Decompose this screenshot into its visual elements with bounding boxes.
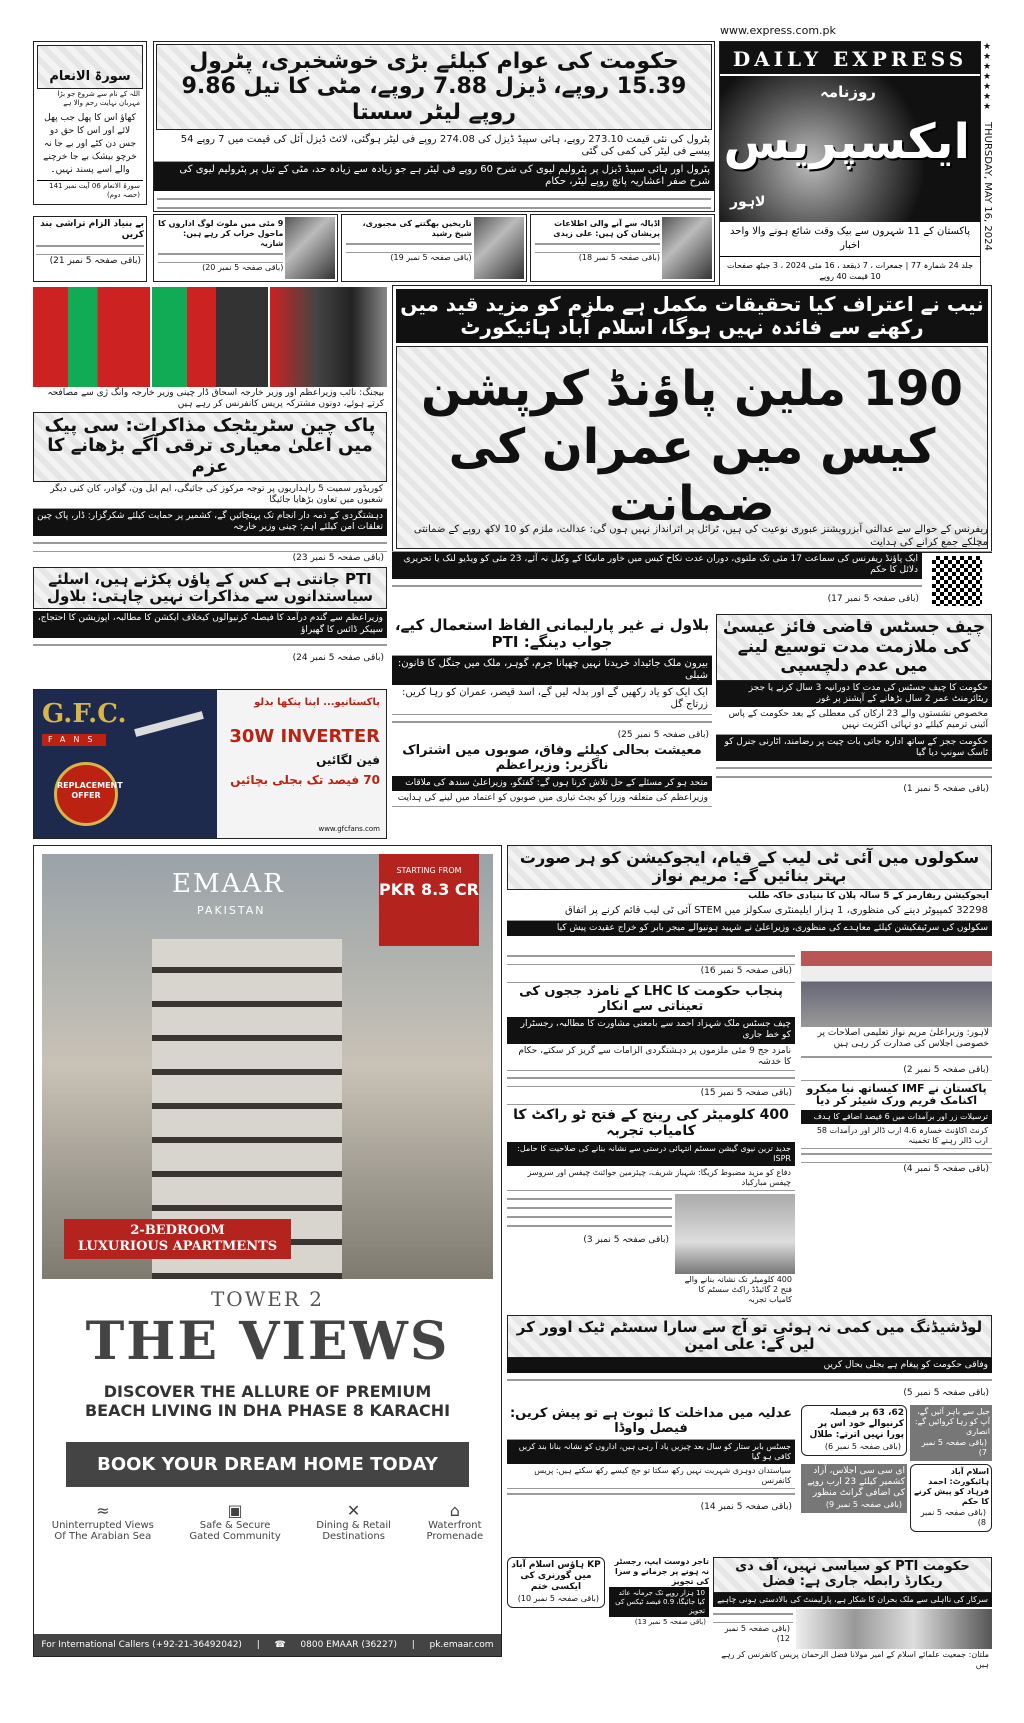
price-tag-value: PKR 8.3 CR <box>379 880 479 899</box>
economy-subhead: وزیراعظم کی متعلقہ وزرا کو بجٹ تیاری میں صوبوں کو اعتماد میں لینے کی ہدایت <box>392 791 712 807</box>
continued-ref: (باقی صفحہ 5 نمبر 19) <box>390 253 472 262</box>
continued-ref: (باقی صفحہ 5 نمبر 16) <box>700 966 792 976</box>
cj-bar: حکومت کا چیف جسٹس کی مدت کا دورانیہ 3 سال کرنے یا ججز ریٹائرمنٹ عمر 2 سال بڑھانے کے آپشنز پر غور <box>716 681 992 708</box>
feature-label: Safe & Secure <box>199 1520 271 1531</box>
continued-ref: (باقی صفحہ 5 نمبر 5) <box>903 1387 989 1398</box>
emaar-footer: For International Callers (+92-21-36492042) | ☎ 0800 EMAAR (36227) | pk.emaar.com <box>34 1634 501 1656</box>
continued-ref: (باقی صفحہ 5 نمبر 13) <box>634 1618 706 1627</box>
gfc-fans-label: FANS <box>42 734 106 746</box>
gfc-line2: 30W INVERTER <box>229 726 380 747</box>
verse-text: کھاؤ اس کا پھل جب پھل لائے اور اس کا حق دو جس دن کٹے اور بے جا نہ خرچو بیشک بے جا خرچنے والے اسے پسند نہیں۔ <box>43 113 137 175</box>
imf-story <box>801 1080 992 1177</box>
continued-ref: (باقی صفحہ 5 نمبر 18) <box>578 253 660 262</box>
imf-bar: ترسیلات زر اور برآمدات میں 6 فیصد اضافے کا ہدف <box>801 1110 992 1124</box>
photo-brief-headline: اڈیالہ سے آنے والی اطلاعات پریشان کن ہیں: علی زیدی <box>553 219 660 238</box>
judiciary-headline: عدلیہ میں مداخلت کا ثبوت ہے تو پیش کریں: فیصل واوڈا <box>507 1405 795 1440</box>
phone-icon: ☎ <box>274 1640 286 1650</box>
traders-bar: 10 ہزار روپے تک جرمانہ عائد کیا جائیگا، 0.9 فیصد ٹیکس کی تجویز <box>609 1587 709 1617</box>
loadshedding-bar: وفاقی حکومت کو پیغام ہے بجلی بحال کریں <box>507 1358 992 1373</box>
dining-icon: ✕ <box>346 1501 361 1520</box>
brief-item <box>801 1405 907 1456</box>
photo-brief-headline: 9 مئی میں ملوث لوگ اداروں کا ماحول خراب کر رہے ہیں: شازیہ <box>158 219 284 248</box>
main-kicker: نیب نے اعتراف کیا تحقیقات مکمل ہے ملزم کو مزید قید میں رکھنے سے فائدہ نہیں ہوگا، اسلام آباد ہائیکورٹ <box>396 289 988 343</box>
masthead-tagline: پاکستان کے 11 شہروں سے بیک وقت شائع ہونے والا واحد اخبار <box>720 222 980 257</box>
left-brief <box>33 216 147 282</box>
portrait-photo <box>662 217 712 279</box>
continued-ref: (باقی صفحہ 5 نمبر 7) <box>921 1438 987 1457</box>
petrol-subhead: پٹرول کی نئی قیمت 273.10 روپے، ہائی سپیڈ ڈیزل کی 274.08 روپے فی لیٹر ہوگئی، لائٹ ڈیزل آئل کی قیمت میں 7 روپے 54 پیسے فی لیٹر کی کمی کی گئی <box>154 132 714 162</box>
petrol-bar: پٹرول اور ہائی سپیڈ ڈیزل پر پٹرولیم لیوی کی شرح 60 روپے فی لیٹر ہے جو زیادہ سے زیادہ حد، مٹی کے تیل پر پٹرولیم لیوی کی شرح صفر اعشاریہ پانچ روپے لیٹر، حکام <box>154 162 714 191</box>
photo-caption: 400 کلومیٹر تک نشانہ بنانے والے فتح 2 گائیڈڈ راکٹ سسٹم کا کامیاب تجربہ <box>684 1274 792 1304</box>
continued-ref: (باقی صفحہ 5 نمبر 10) <box>517 1594 599 1603</box>
project-title: THE VIEWS <box>85 1311 450 1372</box>
school-subhead: 32298 کمپیوٹر دینے کی منظوری، 1 ہزار ایلیمنٹری سکولز میں STEM آئی ٹی لیب قائم کرنے پر اتفاق <box>507 903 992 921</box>
photo-brief <box>153 214 338 282</box>
price-tag <box>379 854 479 946</box>
cj-headline: چیف جسٹس قاضی فائز عیسیٰ کی ملازمت مدت توسیع لینے میں عدم دلچسپی <box>716 614 992 681</box>
lhc-story <box>507 982 795 1100</box>
replacement-offer-badge: REPLACEMENT OFFER <box>54 762 118 826</box>
desc-line2: BEACH LIVING IN DHA PHASE 8 KARACHI <box>84 1401 451 1420</box>
continued-ref: (باقی صفحہ 5 نمبر 23) <box>292 552 384 563</box>
brief-headline: ای سی سی اجلاس، آزاد کشمیر کیلئے 23 ارب روپے کی اضافی گرانٹ منظور <box>807 1466 905 1498</box>
continued-ref: (باقی صفحہ 5 نمبر 24) <box>292 652 384 663</box>
feature-label: Waterfront <box>428 1520 482 1531</box>
continued-ref: (باقی صفحہ 5 نمبر 9) <box>825 1500 902 1509</box>
qr-code[interactable] <box>932 556 982 606</box>
lhc-bar: چیف جسٹس ملک شہزاد احمد سے بامعنی مشاورت کا مطالبہ، رجسٹرار کو خط جاری <box>507 1017 795 1044</box>
feature-item <box>189 1501 280 1542</box>
continued-ref: (باقی صفحہ 5 نمبر 4) <box>903 1164 989 1175</box>
economy-bar: متحد ہو کر مسئلے کے حل تلاش کرنا ہوں گے: گفتگو، وزیراعلیٰ سندھ کی ملاقات <box>392 776 712 791</box>
feature-label: Dining & Retail <box>316 1520 391 1531</box>
judiciary-bar: جسٹس بابر ستار کو سال بعد چیزیں یاد آ رہی ہیں، اداروں کو نشانہ بنانا بند کریں کافی ہو گیا <box>507 1440 795 1464</box>
continued-ref: (باقی صفحہ 5 نمبر 12) <box>724 1623 790 1643</box>
portrait-photo <box>474 217 524 279</box>
verse-ref: سورۃ الانعام 06 آیت نمبر 141 (حصہ دوم) <box>37 180 143 201</box>
news-photo <box>152 287 269 387</box>
photo-caption: ملتان: جمعیت علمائے اسلام کے امیر مولانا فضل الرحمان پریس کانفرنس کر رہے ہیں <box>721 1649 989 1669</box>
pak-china-subhead: کوریڈور سمیت 5 راہداریوں پر توجہ مرکوز کی جائیگی، ایم ایل ون، گوادر، کان کنی دیگر شعبوں میں تعاون بڑھایا جائیگا <box>33 482 387 510</box>
loadshedding-headline: لوڈشیڈنگ میں کمی نہ ہوئی تو آج سے سارا سسٹم ٹیک اوور کر لیں گے: علی امین <box>507 1315 992 1358</box>
gfc-fans-ad[interactable] <box>33 689 387 839</box>
emaar-subbrand: PAKISTAN <box>197 904 266 917</box>
photo-brief <box>530 214 715 282</box>
economy-headline: معیشت بحالی کیلئے وفاق، صوبوں میں اشتراک ناگزیر: وزیراعظم <box>402 742 702 773</box>
continued-ref: (باقی صفحہ 5 نمبر 2) <box>903 1064 989 1075</box>
missile-story <box>507 1104 795 1305</box>
masthead-urdu-title: ایکسپریس <box>723 114 970 170</box>
phone-number[interactable]: 0800 EMAAR (36227) <box>300 1640 397 1650</box>
continued-ref: (باقی صفحہ 5 نمبر 1) <box>903 784 989 795</box>
brief-item <box>801 1464 907 1513</box>
cj-subhead: مخصوص نشستوں والے 23 ارکان کی معطلی کے بعد حکومت کے پاس آئینی ترمیم کیلئے دو تہائی اکثریت نہیں <box>716 707 992 735</box>
feature-item <box>316 1501 391 1542</box>
gfc-line1: پاکستانیو... اپنا پنکھا بدلو <box>254 697 380 708</box>
bilawal-pti-story <box>392 614 712 807</box>
emaar-website[interactable]: pk.emaar.com <box>429 1640 494 1650</box>
imf-headline: پاکستان نے IMF کیساتھ نیا میکرو اکنامک فریم ورک شیئر کر دیا <box>806 1081 987 1108</box>
brief-headline: اسلام آباد ہائیکورٹ: احمد فرہاد کو پیش کرنے کا حکم <box>914 1467 989 1506</box>
brief-headline: 62، 63 پر فیصلہ کرنیوالے خود اس پر پورا نہیں اترتے: طلال <box>809 1408 904 1440</box>
surah-title: سورۃ الانعام <box>37 45 143 89</box>
traders-story <box>609 1557 709 1628</box>
gfc-logo: G.F.C. <box>42 699 127 729</box>
sea-view-icon: ≈ <box>96 1501 110 1520</box>
school-story <box>507 845 992 936</box>
continued-ref: (باقی صفحہ 5 نمبر 6) <box>824 1442 901 1451</box>
fan-blade-graphic <box>134 711 204 737</box>
brief-headline: جیل سے باہر آئیں گے، آپ کو رہا کروائیں گے: انصاری <box>914 1407 990 1436</box>
cj-bar-2: حکومت ججز کے ساتھ ادارہ جاتی بات چیت پر رضامند، اٹارنی جنرل کو ٹاسک سونپ دیا گیا <box>716 735 992 762</box>
photo-brief-headline: تاریخیں بھگتنے کی مجبوری، شیخ رشید <box>362 219 472 238</box>
missile-headline: 400 کلومیٹر کی رینج کے فتح ٹو راکٹ کا کامیاب تجربہ <box>513 1107 789 1140</box>
brief-headline: KP ہاؤس اسلام آباد میں گورنری کی ایکسی ختم <box>511 1560 601 1592</box>
pti-bilawal-bar: وزیراعظم سے گندم درآمد کا فیصلہ کرنیوالوں کیخلاف ایکشن کا مطالبہ، اپوزیشن کا احتجاج، سپیکر ڈائس کا گھیراؤ <box>33 611 387 638</box>
tower-image <box>42 854 493 1279</box>
apartment-banner <box>64 1219 291 1259</box>
right-stack <box>801 951 992 1176</box>
globe-logo <box>720 76 980 222</box>
waterfront-icon: ⌂ <box>449 1501 460 1520</box>
masthead-english-title: DAILY EXPRESS <box>720 42 980 76</box>
news-photo <box>33 287 150 387</box>
feature-label: Destinations <box>322 1531 385 1542</box>
chief-justice-story <box>716 614 992 796</box>
school-bar: سکولوں کی سرٹیفکیشن کیلئے معاہدے کی منظوری، وزیراعلیٰ نے شہید ہونیوالے میجر بابر کو خراج عقیدت پیش کیا <box>507 921 992 936</box>
pak-china-bar: دہشتگردی کے ذمہ دار انجام تک پہنچائیں گے، کشمیر پر حمایت کیلئے شکرگزار: ڈار، پاک چین تعلقات امن کیلئے اہم: چینی وزیر خارجہ <box>33 509 387 536</box>
petrol-story <box>153 41 715 212</box>
main-story-body <box>392 522 992 610</box>
petrol-headline: حکومت کی عوام کیلئے بڑی خوشخبری، پٹرول 15.39 روپے، ڈیزل 7.88 روپے، مٹی کا تیل 9.86 روپے لیٹر سستا <box>156 44 712 130</box>
feature-label: Gated Community <box>189 1531 281 1542</box>
masthead <box>719 41 981 286</box>
traders-headline: تاجر دوست ایپ، رجسٹر نہ ہونے پر جرمانے و سزا کی تجویز <box>614 1557 709 1586</box>
tower-label: TOWER 2 <box>210 1287 325 1311</box>
imf-subhead: کرنٹ اکاؤنٹ خسارہ 4.6 ارب ڈالر اور درآمدات 58 ارب ڈالر رہنے کا تخمینہ <box>801 1124 992 1149</box>
brief-item <box>910 1405 992 1461</box>
fazl-headline: حکومت PTI کو سیاسی نہیں، آف دی ریکارڈ رابطہ جاری ہے: فضل <box>713 1557 992 1593</box>
bilawal-subhead: ایک ایک کو یاد رکھیں گے اور بدلہ لیں گے، اسد قیصر، عمران کو رہا کریں: زرتاج گل <box>392 685 712 715</box>
economy-continued <box>507 951 795 978</box>
meeting-photo <box>801 951 992 1027</box>
intl-phone[interactable]: For International Callers (+92-21-36492042) <box>41 1640 242 1650</box>
quran-verse-box <box>33 41 147 205</box>
city-label: لاہور <box>730 194 766 210</box>
feature-label: Uninterrupted Views <box>51 1520 154 1531</box>
feature-item <box>426 1501 483 1542</box>
missile-subhead: دفاع کو مزید مضبوط کریگا: شہباز شریف، چیئرمین جوائنٹ چیفس اور سروسز چیفس مبارکباد <box>507 1166 795 1191</box>
missile-launch-photo <box>675 1194 795 1274</box>
date-vertical: THURSDAY, MAY 16, 2024 <box>982 122 993 251</box>
pak-china-headline: پاک چین سٹریٹجک مذاکرات: سی پیک میں اعلیٰ معیاری ترقی آگے بڑھانے کا عزم <box>33 412 387 482</box>
pak-china-story <box>33 287 387 665</box>
brief-item <box>910 1464 992 1532</box>
photo-caption: لاہور: وزیراعلیٰ مریم نواز تعلیمی اصلاحات پر خصوصی اجلاس کی صدارت کر رہی ہیں <box>817 1028 989 1050</box>
price-tag-label: STARTING FROM <box>396 866 462 875</box>
main-story <box>392 285 992 553</box>
fazl-bar: سرکار کی نااہلی سے ملک بحران کا شکار ہے، پارلیمنٹ کی بالادستی ہونی چاہیے <box>713 1593 992 1607</box>
book-home-button[interactable]: BOOK YOUR DREAM HOME TODAY <box>66 1442 469 1487</box>
china-photos <box>33 287 387 387</box>
lower-news-area <box>507 845 992 1715</box>
feature-label: Of The Arabian Sea <box>54 1531 152 1542</box>
banner-line1: 2-BEDROOM <box>130 1223 225 1238</box>
emaar-ad[interactable] <box>33 845 502 1657</box>
emaar-logo: EMAAR <box>172 869 285 899</box>
shield-icon: ▣ <box>227 1501 243 1520</box>
pti-bilawal-headline: PTI جانتی ہے کس کے پاؤں پکڑنے ہیں، اسلئے سیاستدانوں سے مذاکرات نہیں چاہتی: بلاول <box>33 567 387 610</box>
judiciary-story <box>507 1405 795 1514</box>
feature-label: Promenade <box>426 1531 484 1542</box>
gfc-line4: 70 فیصد تک بجلی بچائیں <box>230 773 380 787</box>
main-subhead: ریفرنس کے حوالے سے عدالتی آبزرویشنز عبوری نوعیت کی ہیں، ٹرائل پر اثرانداز نہیں ہوں گی: عدالت، ملزم کو 10 لاکھ روپے کے ضمانتی مچلکے جمع کرانے کی ہدایت <box>392 522 992 552</box>
website-url[interactable]: www.express.com.pk <box>720 24 836 37</box>
gfc-line3: فین لگائیں <box>316 753 380 767</box>
main-bar: ایک پاؤنڈ ریفرنس کی سماعت 17 مئی تک ملتوی، دوران عدت نکاح کیس میں خاور مانیکا کے وکیل نہ آئے، 23 مئی کو ویڈیو لنک یا تحریری دلائل کا حکم <box>392 552 922 579</box>
left-stack <box>507 951 795 1306</box>
left-brief-headline: بے بنیاد الزام تراشی بند کریں <box>40 219 144 240</box>
stars-decoration: ★★★★★★★ <box>983 42 992 112</box>
continued-ref: (باقی صفحہ 5 نمبر 20) <box>202 263 284 272</box>
loadshedding-story <box>507 1315 992 1400</box>
continued-ref: (باقی صفحہ 5 نمبر 25) <box>617 729 709 740</box>
lhc-subhead: نامزد جج 9 مئی ملزموں پر دہشتگردی الزامات سے گریز کر سکتے، حکام کا خدشہ <box>507 1044 795 1072</box>
gfc-website[interactable]: www.gfcfans.com <box>318 825 380 833</box>
bilawal-bar: بیرون ملک جائیداد خریدنا نہیں چھپانا جرم، گوہر، ملک میں جنگل کا قانون: شبلی <box>392 656 712 685</box>
continued-ref: (باقی صفحہ 5 نمبر 3) <box>583 1234 669 1245</box>
continued-ref: (باقی صفحہ 5 نمبر 17) <box>827 593 919 604</box>
portrait-photo <box>285 217 335 279</box>
issue-line: جلد 24 شمارہ 77 | جمعرات ، 7 ذیقعد ، 16 مئی 2024 ، 3 جیٹھ صفحات 10 قیمت 40 روپے <box>720 257 980 285</box>
continued-ref: (باقی صفحہ 5 نمبر 8) <box>920 1508 986 1527</box>
photo-briefs-row <box>153 214 715 282</box>
banner-line2: LUXURIOUS APARTMENTS <box>78 1239 278 1254</box>
continued-ref: (باقی صفحہ 5 نمبر 21) <box>49 256 141 266</box>
school-headline: سکولوں میں آئی ٹی لیب کے قیام، ایجوکیشن کو ہر صورت بہتر بنائیں گے: مریم نواز <box>507 845 992 890</box>
photo-caption: بیجنگ: نائب وزیراعظم اور وزیر خارجہ اسحاق ڈار چینی وزیر خارجہ وانگ ژی سے مصافحہ کرتے ہوئے، دونوں مشترکہ پریس کانفرنس کر رہے ہیں <box>47 388 384 410</box>
press-conference-photo <box>796 1609 992 1649</box>
desc-line1: DISCOVER THE ALLURE OF PREMIUM <box>103 1382 432 1401</box>
judiciary-subhead: سیاستدان دوہری شہریت نہیں رکھ سکتا تو جج کیسے رکھ سکتے ہیں: پریس کانفرنس <box>507 1464 795 1489</box>
school-kicker: ایجوکیشن ریفارمز کے 5 سالہ پلان کا بنیادی خاکہ طلب <box>748 890 989 901</box>
fazl-story <box>713 1557 992 1671</box>
roznama-label: روزنامہ <box>820 83 876 101</box>
photo-brief <box>341 214 526 282</box>
bilawal-headline: بلاول نے غیر پارلیمانی الفاظ استعمال کیے، جواب دینگے: PTI <box>392 614 712 656</box>
brief-item <box>507 1557 605 1608</box>
continued-ref: (باقی صفحہ 5 نمبر 15) <box>700 1088 792 1099</box>
missile-bar: جدید ترین نیوی گیشن سسٹم انتہائی درستی سے نشانہ بنانے کی صلاحیت کا حامل: ISPR <box>507 1142 795 1166</box>
news-photo <box>270 287 387 387</box>
feature-list <box>34 1501 501 1542</box>
main-headline: 190 ملین پاؤنڈ کرپشن کیس میں عمران کی ضمانت <box>396 346 988 549</box>
news-briefs <box>801 1405 992 1532</box>
lhc-headline: پنجاب حکومت کا LHC کے نامزد ججوں کی تعیناتی سے انکار <box>519 984 783 1015</box>
verse-intro: اللہ کے نام سے شروع جو بڑا مہربان نہایت رحم والا ہے <box>57 90 140 107</box>
continued-ref: (باقی صفحہ 5 نمبر 14) <box>700 1501 792 1512</box>
feature-item <box>52 1501 154 1542</box>
